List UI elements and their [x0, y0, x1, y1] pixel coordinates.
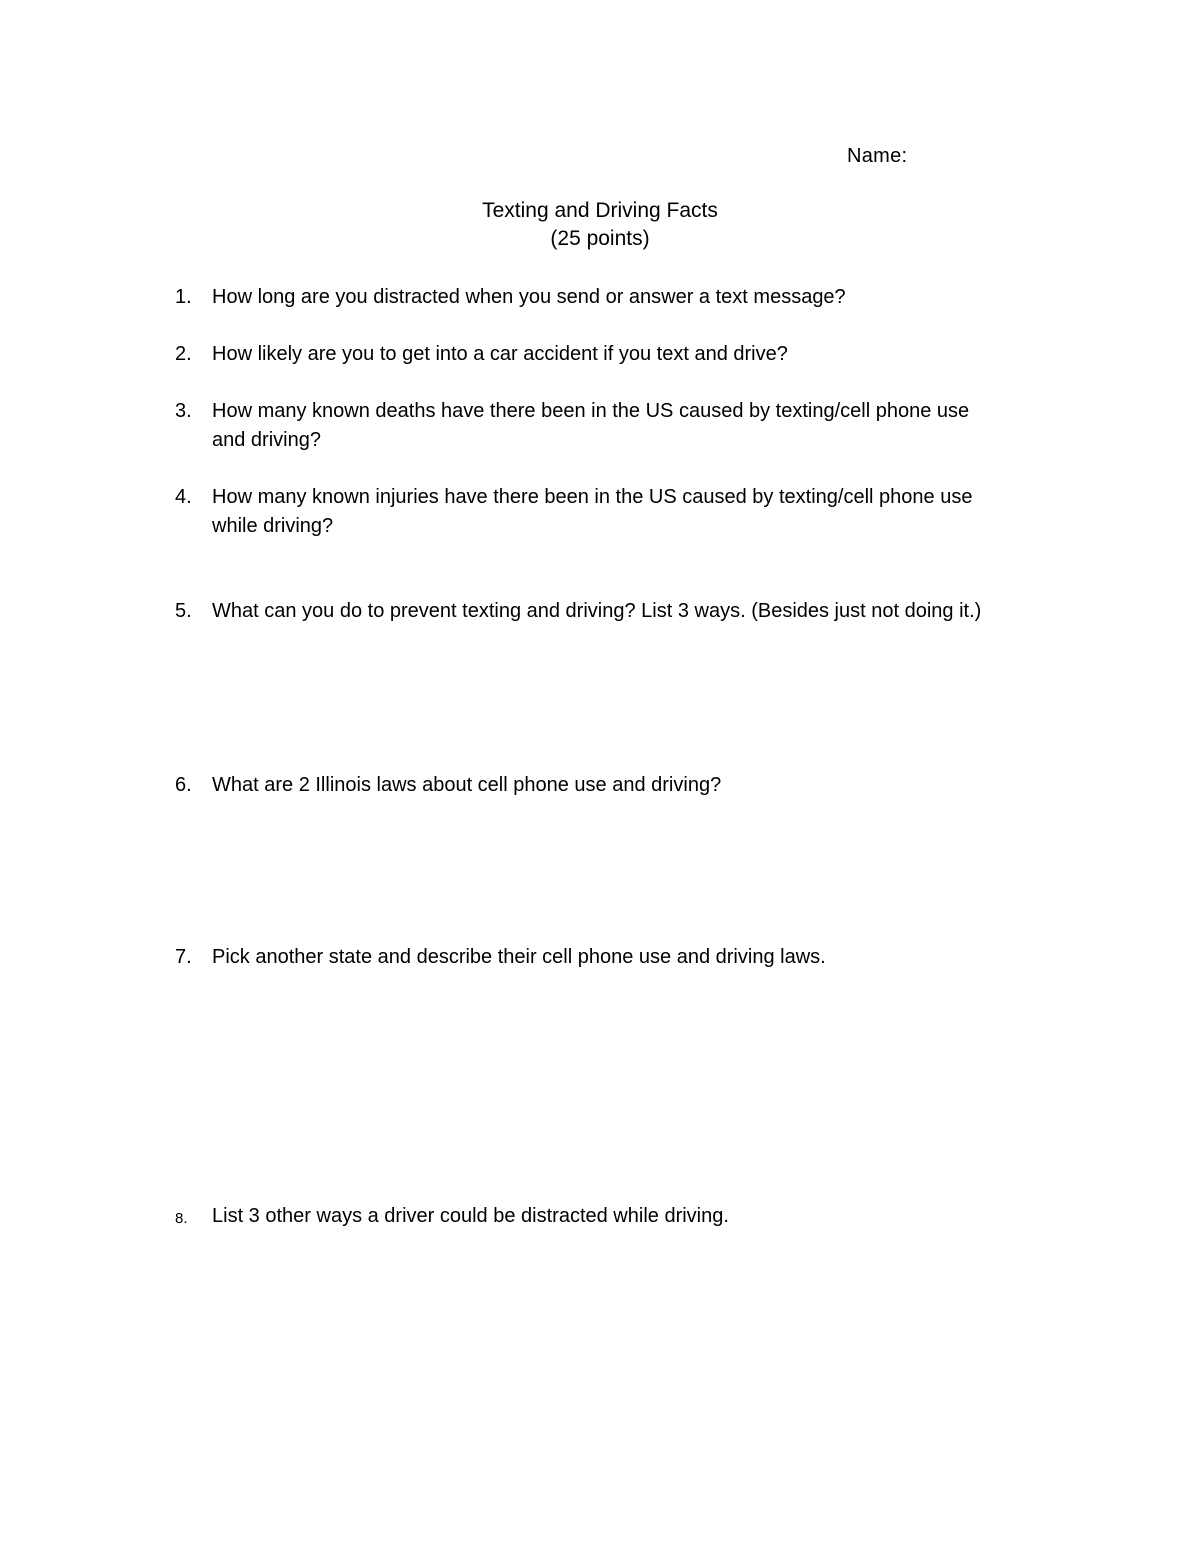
question-number: 6. — [175, 774, 192, 796]
question-number: 4. — [175, 486, 192, 508]
question-text: How long are you distracted when you send or answer a text message? — [212, 286, 846, 308]
question-text: How likely are you to get into a car accident if you text and drive? — [212, 343, 788, 365]
question-text: List 3 other ways a driver could be distracted while driving. — [212, 1205, 729, 1227]
name-label: Name: — [847, 145, 908, 167]
question-text-line-1: How many known injuries have there been in the US caused by texting/cell phone use — [212, 486, 973, 508]
question-text-line-1: How many known deaths have there been in the US caused by texting/cell phone use — [212, 400, 970, 422]
question-number: 7. — [175, 946, 192, 968]
question-text-line-2: while driving? — [212, 514, 334, 537]
question-text: What can you do to prevent texting and driving? List 3 ways. (Besides just not doing it.) — [212, 600, 982, 622]
question-text-line-2: and driving? — [212, 428, 321, 451]
question-number: 1. — [175, 286, 192, 308]
question-number: 3. — [175, 400, 192, 422]
question-number: 2. — [175, 343, 192, 365]
question-text: What are 2 Illinois laws about cell phone use and driving? — [212, 774, 722, 796]
question-number: 5. — [175, 600, 192, 622]
worksheet-title: Texting and Driving Facts — [482, 199, 718, 222]
question-number: 8. — [175, 1210, 188, 1227]
question-text: Pick another state and describe their cell phone use and driving laws. — [212, 946, 826, 968]
worksheet-points: (25 points) — [550, 227, 650, 250]
